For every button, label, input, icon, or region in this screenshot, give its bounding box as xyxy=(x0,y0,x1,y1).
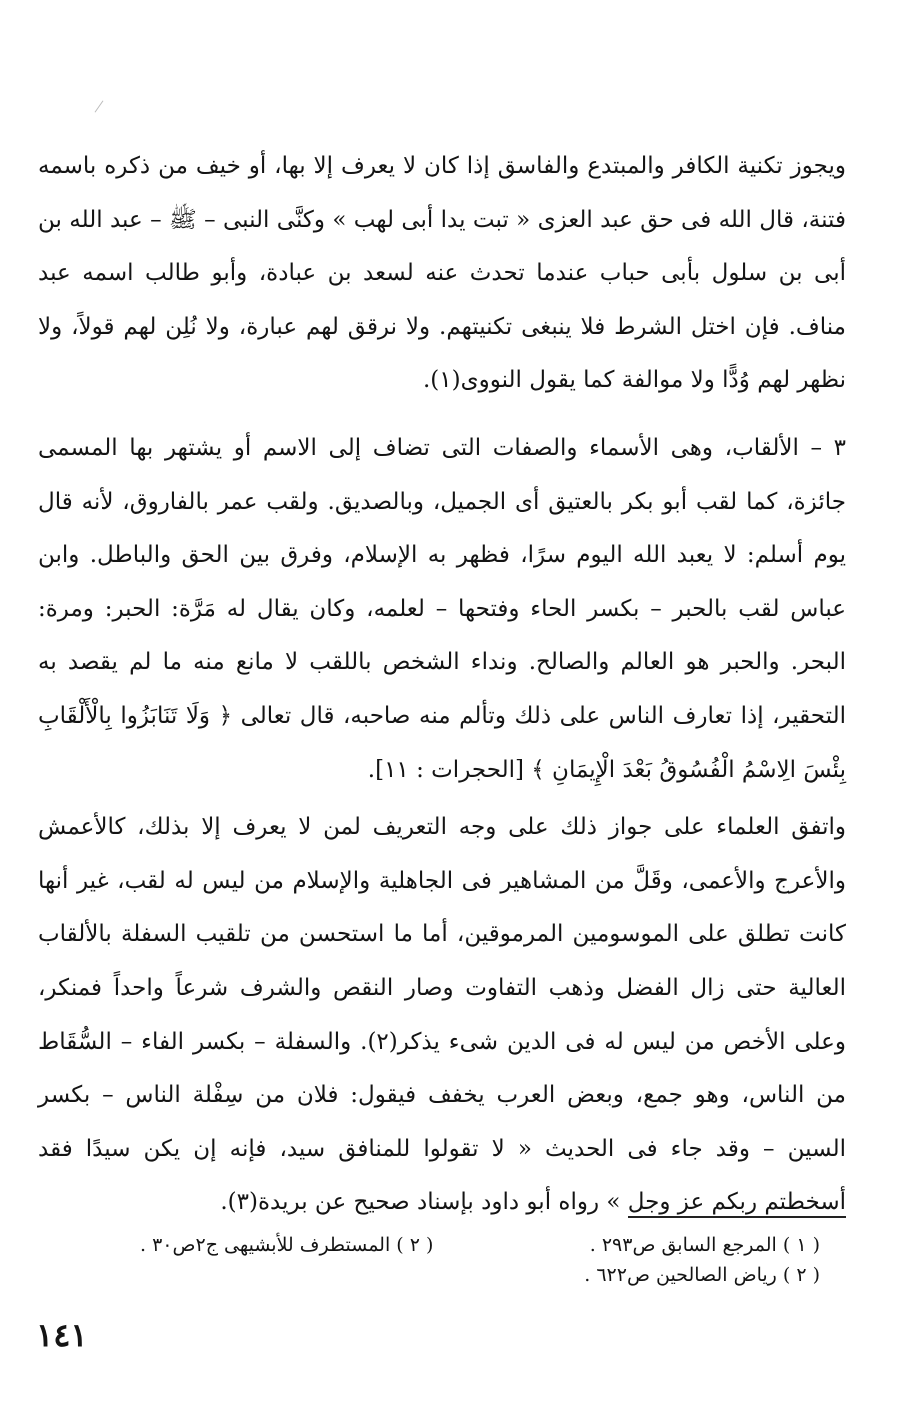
footnote-1: ( ١ ) المرجع السابق ص٢٩٣ . xyxy=(589,1234,820,1256)
footnote-row xyxy=(140,1230,820,1260)
paragraph-kunya: ويجوز تكنية الكافر والمبتدع والفاسق إذا كان لا يعرف إلا بها، أو خيف من ذكره باسمه فتنة، قال الله فى حق عبد العزى « تبت يدا أبى لهب » وكنَّى النبى – ﷺ – عبد الله بن أبى بن سلول بأبى حباب عندما تحدث عنه لسعد بن عبادة، وأبو طالب اسمه عبد مناف. فإن اختل الشرط فلا ينبغى تكنيتهم. ولا نرقق لهم عبارة، ولا نُلِن لهم قولاً، ولا نظهر لهم وُدًّا ولا موالفة كما يقول النووى(١). xyxy=(38,153,846,394)
page-number: ١٤١ xyxy=(36,1316,88,1354)
page-body xyxy=(38,140,846,1230)
footnote-2: ( ٢ ) المستطرف للأبشيهى ج٢ص٣٠ . xyxy=(140,1234,434,1256)
paragraph-consensus: واتفق العلماء على جواز ذلك على وجه التعريف لمن لا يعرف إلا بذلك، كالأعمش والأعرج والأعمى، وقَلَّ من المشاهير فى الجاهلية والإسلام من ليس له لقب، غير أنها كانت تطلق على الموسومين المرموقين، أما ما استحسن من تلقيب السفلة بالألقاب العالية حتى زال الفضل وذهب التفاوت وصار النقص والشرف شرعاً واحداً فمنكر، وعلى الأخص من ليس له فى الدين شىء يذكر(٢). والسفلة – بكسر الفاء – السُّقَاط من الناس، وهو جمع، وبعض العرب يخفف فيقول: فلان من سِفْلة الناس – بكسر السين – وقد جاء فى الحديث « لا تقولوا للمنافق سيد، فإنه إن يكن سيدًا فقد أسخطتم ربكم عز وجل » رواه أبو داود بإسناد صحيح عن بريدة(٣). xyxy=(38,814,846,1216)
footnotes xyxy=(140,1230,820,1290)
footnote-3: ( ٢ ) رياض الصالحين ص٦٢٢ . xyxy=(584,1264,820,1286)
scan-mark xyxy=(95,100,104,112)
footnote-divider xyxy=(628,1216,846,1218)
paragraph-alqab: ٣ – الألقاب، وهى الأسماء والصفات التى تضاف إلى الاسم أو يشتهر بها المسمى جائزة، كما لقب أبو بكر بالعتيق أى الجميل، وبالصديق. ولقب عمر بالفاروق، لأنه قال يوم أسلم: لا يعبد الله اليوم سرًا، فظهر به الإسلام، وفرق بين الحق والباطل. وابن عباس لقب بالحبر – بكسر الحاء وفتحها – لعلمه، وكان يقال له مَرَّة: الحبر: ومرة: البحر. والحبر هو العالم والصالح. ونداء الشخص باللقب لا مانع منه ما لم يقصد به التحقير، إذا تعارف الناس على ذلك وتألم منه صاحبه، قال تعالى ﴿ وَلَا تَنَابَزُوا بِالْأَلْقَابِ بِئْسَ الِاسْمُ الْفُسُوقُ بَعْدَ الْإِيمَانِ ﴾ [الحجرات : ١١]. xyxy=(38,434,846,783)
